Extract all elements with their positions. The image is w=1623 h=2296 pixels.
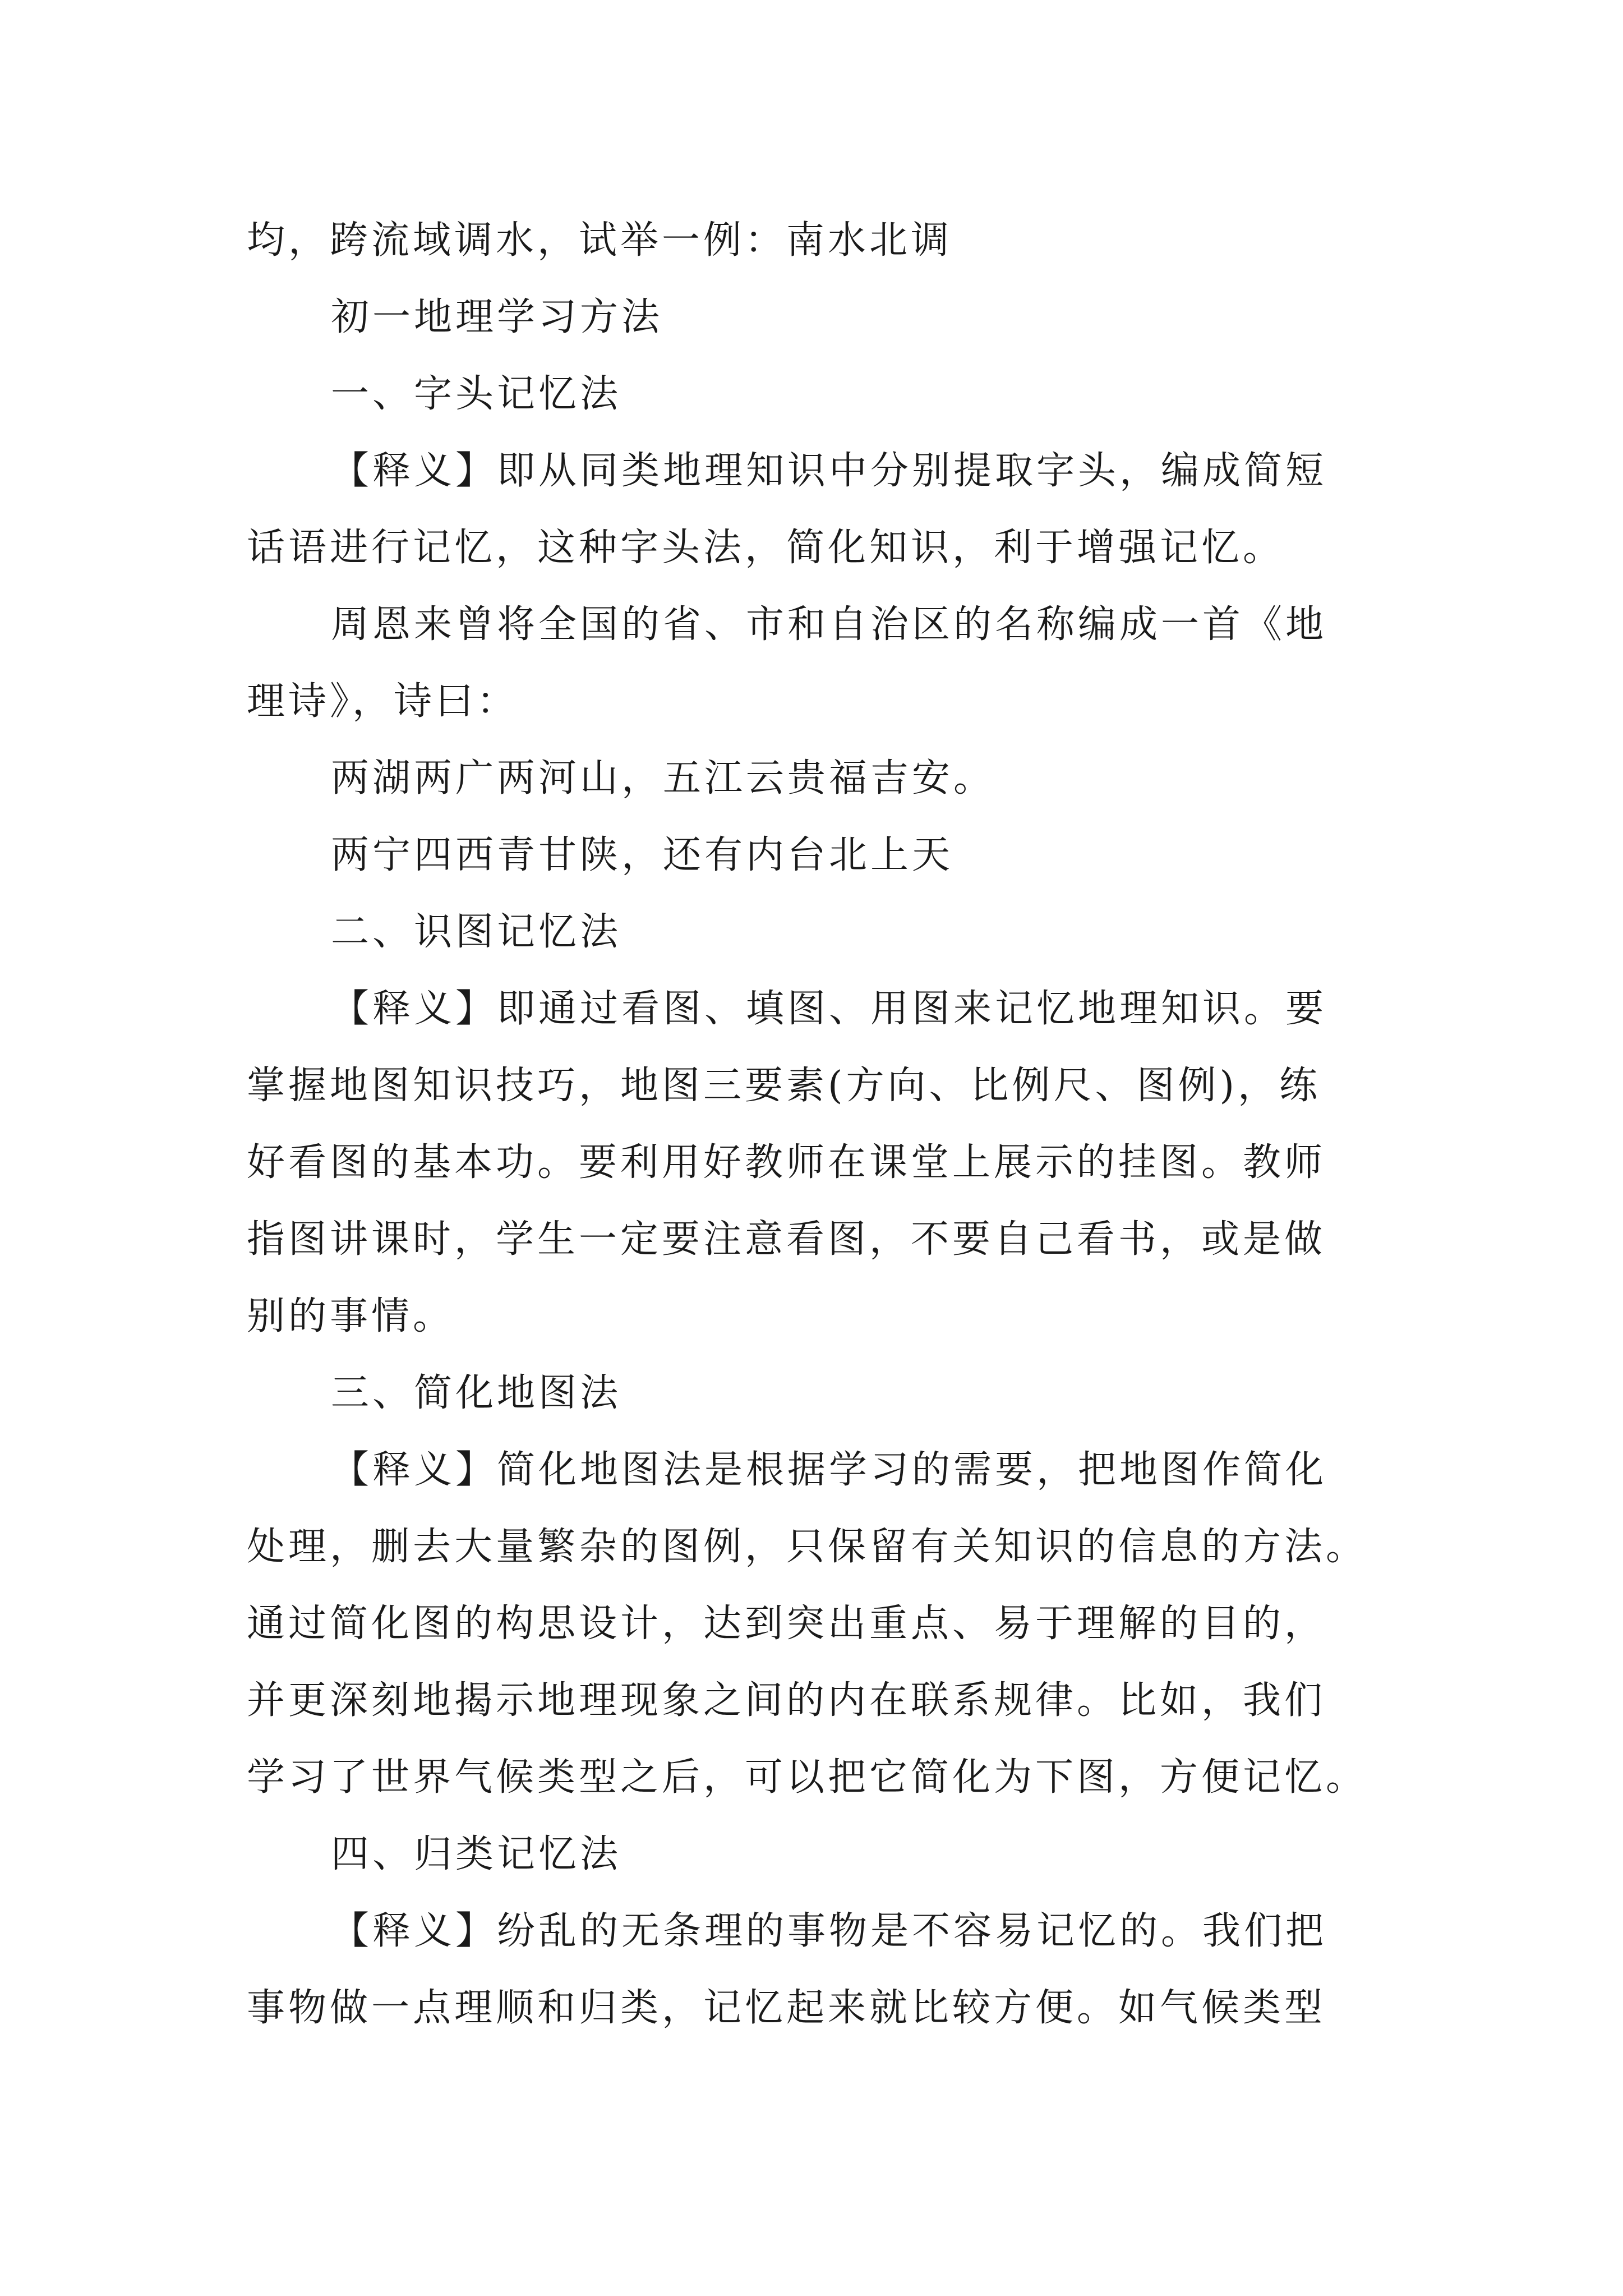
poem-line: 两宁四西青甘陕，还有内台北上天 <box>331 833 954 877</box>
text-line: 别的事情。 <box>247 1294 455 1338</box>
text-line: 并更深刻地揭示地理现象之间的内在联系规律。比如，我们 <box>247 1678 1326 1723</box>
body-text <box>247 202 1391 2046</box>
section-heading: 二、识图记忆法 <box>331 910 622 954</box>
section-heading: 四、归类记忆法 <box>331 1832 622 1876</box>
text-line: 事物做一点理顺和归类，记忆起来就比较方便。如气候类型 <box>247 1986 1326 2030</box>
text-line: 通过简化图的构思设计，达到突出重点、易于理解的目的， <box>247 1602 1326 1646</box>
text-line: 话语进行记忆，这种字头法，简化知识，利于增强记忆。 <box>247 526 1285 570</box>
text-line: 周恩来曾将全国的省、市和自治区的名称编成一首《地 <box>331 602 1327 647</box>
text-line: 处理，删去大量繁杂的图例，只保留有关知识的信息的方法。 <box>247 1525 1368 1569</box>
text-line: 掌握地图知识技巧，地图三要素(方向、比例尺、图例)，练 <box>247 1064 1321 1108</box>
text-line: 【释义】纷乱的无条理的事物是不容易记忆的。我们把 <box>331 1909 1327 1953</box>
text-line: 学习了世界气候类型之后，可以把它简化为下图，方便记忆。 <box>247 1755 1368 1800</box>
text-line: 【释义】即通过看图、填图、用图来记忆地理知识。要 <box>331 987 1327 1031</box>
poem-line: 两湖两广两河山，五江云贵福吉安。 <box>331 756 995 800</box>
text-line: 好看图的基本功。要利用好教师在课堂上展示的挂图。教师 <box>247 1140 1326 1185</box>
section-heading: 一、字头记忆法 <box>331 372 622 416</box>
section-heading: 三、简化地图法 <box>331 1371 622 1415</box>
text-line: 【释义】即从同类地理知识中分别提取字头，编成简短 <box>331 449 1327 493</box>
text-line: 【释义】简化地图法是根据学习的需要，把地图作简化 <box>331 1448 1327 1492</box>
text-line: 均，跨流域调水，试举一例：南水北调 <box>247 218 953 263</box>
text-line: 理诗》，诗曰： <box>247 679 519 724</box>
text-line: 初一地理学习方法 <box>331 295 663 339</box>
text-line: 指图讲课时，学生一定要注意看图，不要自己看书，或是做 <box>247 1217 1326 1262</box>
